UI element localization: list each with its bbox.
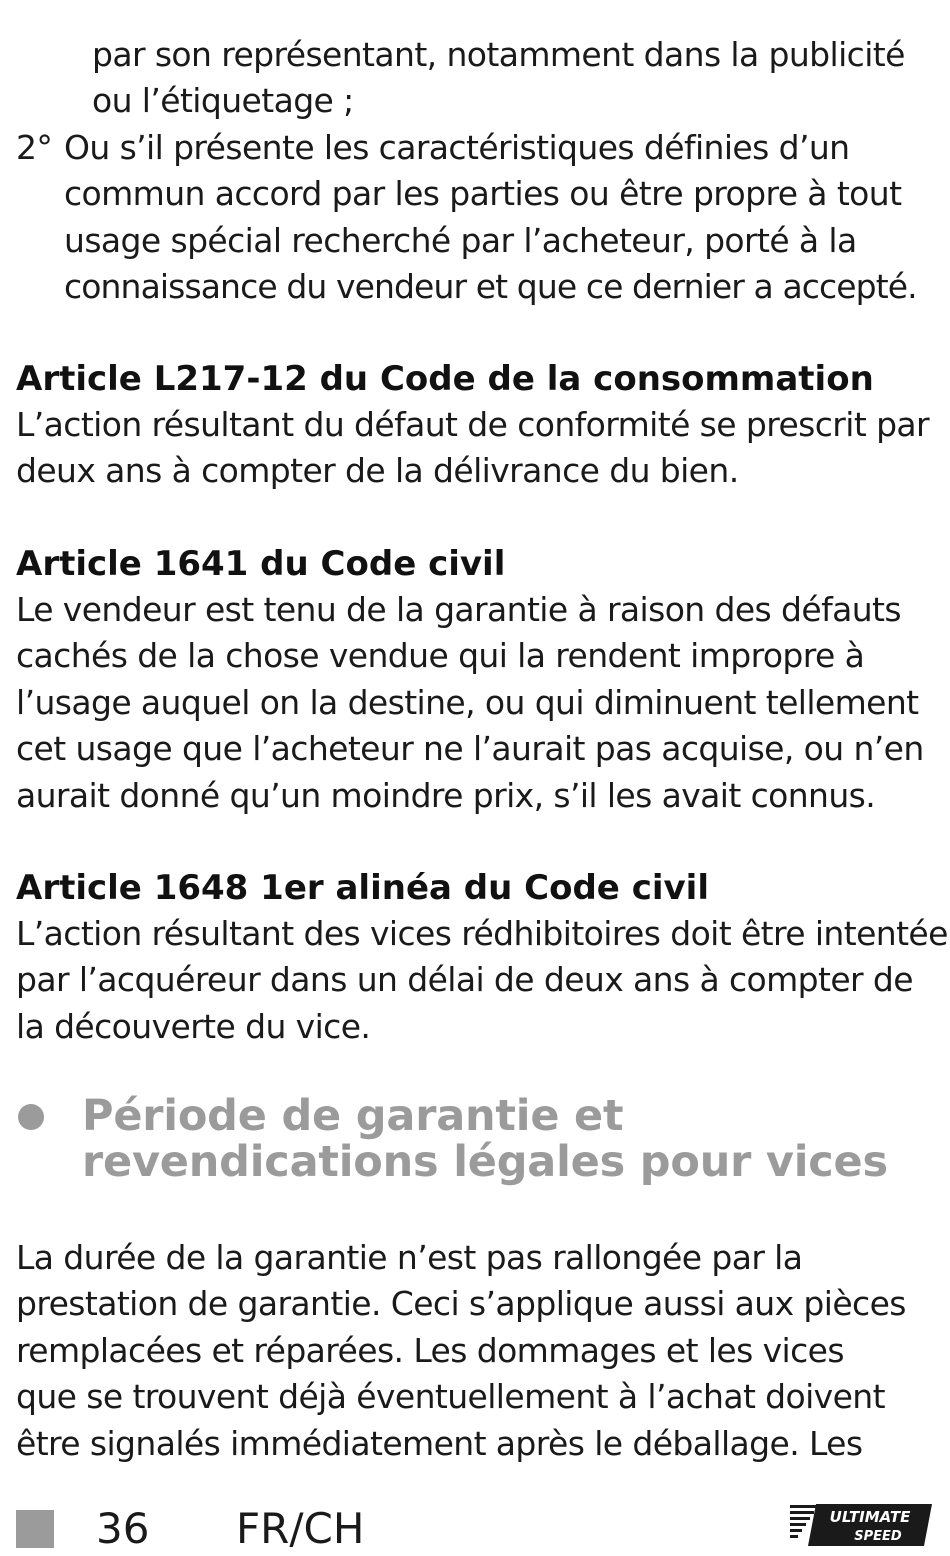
article-l217-heading: Article L217-12 du Code de la consommation <box>16 359 874 399</box>
article-l217-paragraph <box>16 402 936 495</box>
article-1641-line: cachés de la chose vendue qui la rendent impropre à <box>16 636 865 676</box>
section-bullet-icon <box>18 1104 44 1130</box>
footer-square-icon <box>16 1510 54 1548</box>
article-1641-heading: Article 1641 du Code civil <box>16 544 506 584</box>
section-body-paragraph <box>16 1235 936 1467</box>
section-body-line: La durée de la garantie n’est pas rallongée par la <box>16 1238 803 1277</box>
article-1641-paragraph <box>16 587 936 819</box>
section-body-line: remplacées et réparées. Les dommages et les vices <box>16 1330 844 1370</box>
section-title-line: Période de garantie et <box>82 1091 624 1141</box>
article-1641-line: cet usage que l’acheteur ne l’aurait pas acquise, ou n’en <box>16 729 924 769</box>
item2-line: Ou s’il présente les caractéristiques définies d’un <box>64 128 850 167</box>
section-body-line: être signalés immédiatement après le déballage. Les <box>16 1423 863 1463</box>
article-l217-line: L’action résultant du défaut de conformité se prescrit par <box>16 405 929 444</box>
item2-paragraph <box>64 125 934 311</box>
section-title-line: revendications légales pour vices <box>82 1137 888 1187</box>
article-1648-line: L’action résultant des vices rédhibitoires doit être intentée <box>16 914 948 953</box>
article-1648-paragraph <box>16 911 948 1050</box>
brand-line2: SPEED <box>854 1529 902 1544</box>
intro-line: par son représentant, notamment dans la publicité <box>92 35 905 74</box>
intro-paragraph <box>92 32 950 125</box>
page-number: 36 <box>96 1504 150 1553</box>
section-title <box>82 1093 888 1185</box>
ultimate-speed-logo <box>790 1502 932 1548</box>
article-1648-heading: Article 1648 1er alinéa du Code civil <box>16 868 709 908</box>
section-body-line: que se trouvent déjà éventuellement à l’achat doivent <box>16 1377 885 1417</box>
article-1641-line: l’usage auquel on la destine, ou qui diminuent tellement <box>16 682 919 722</box>
article-1648-line: par l’acquéreur dans un délai de deux ans à compter de <box>16 960 913 1000</box>
article-1641-line: aurait donné qu’un moindre prix, s’il les avait connus. <box>16 775 876 815</box>
item2-line: usage spécial recherché par l’acheteur, porté à la <box>64 220 857 260</box>
section-body-line: prestation de garantie. Ceci s’applique aussi aux pièces <box>16 1284 906 1324</box>
item-marker: 2° <box>16 128 53 167</box>
brand-line1: ULTIMATE <box>829 1508 911 1526</box>
article-1641-line: Le vendeur est tenu de la garantie à raison des défauts <box>16 590 901 629</box>
language-code: FR/CH <box>236 1504 365 1553</box>
item2-line: connaissance du vendeur et que ce dernier a accepté. <box>64 267 917 307</box>
item2-line: commun accord par les parties ou être propre à tout <box>64 174 902 214</box>
intro-line: ou l’étiquetage ; <box>92 81 354 121</box>
article-l217-line: deux ans à compter de la délivrance du bien. <box>16 451 739 491</box>
article-1648-line: la découverte du vice. <box>16 1006 371 1046</box>
